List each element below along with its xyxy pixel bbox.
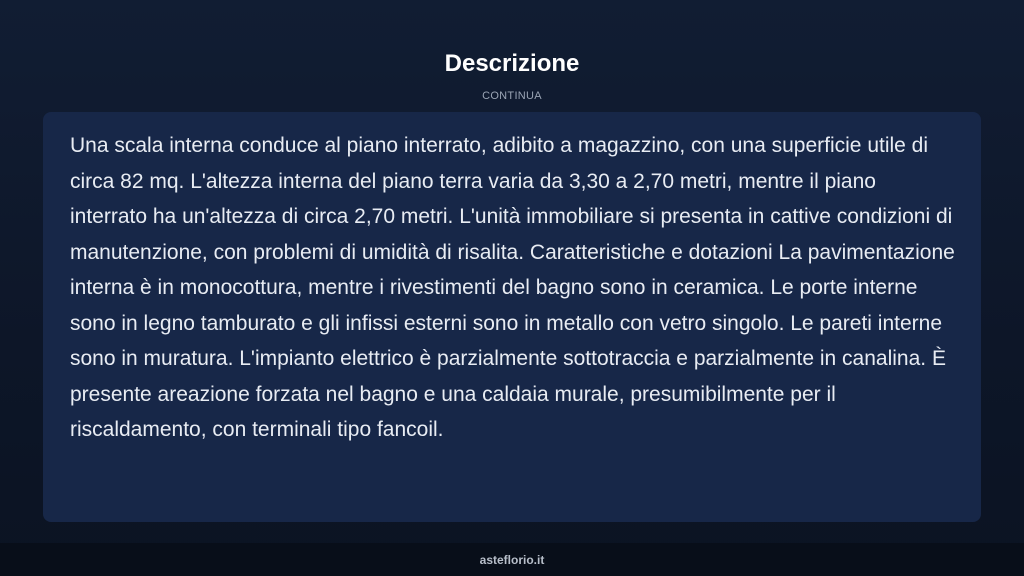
page-title: Descrizione [444, 50, 580, 77]
page-subtitle: CONTINUA [482, 90, 542, 102]
description-card [43, 112, 981, 522]
footer-site-name: asteflorio.it [479, 552, 545, 567]
footer-bar [0, 543, 1024, 576]
description-text: Una scala interna conduce al piano interrato, adibito a magazzino, con una superficie utile di circa 82 mq. L'altezza interna del piano terra varia da 3,30 a 2,70 metri, mentre il piano interrato ha un'altezza di circa 2,70 metri. L'unità immobiliare si presenta in cattive condizioni di manutenzione, con problemi di umidità di risalita. Caratteristiche e dotazioni La pavimentazione interna è in monocottura, mentre i rivestimenti del bagno sono in ceramica. Le porte interne sono in legno tamburato e gli infissi esterni sono in metallo con vetro singolo. Le pareti interne sono in muratura. L'impianto elettrico è parzialmente sottotraccia e parzialmente in canalina. È presente areazione forzata nel bagno e una caldaia murale, presumibilmente per il riscaldamento, con terminali tipo fancoil. [70, 134, 955, 441]
